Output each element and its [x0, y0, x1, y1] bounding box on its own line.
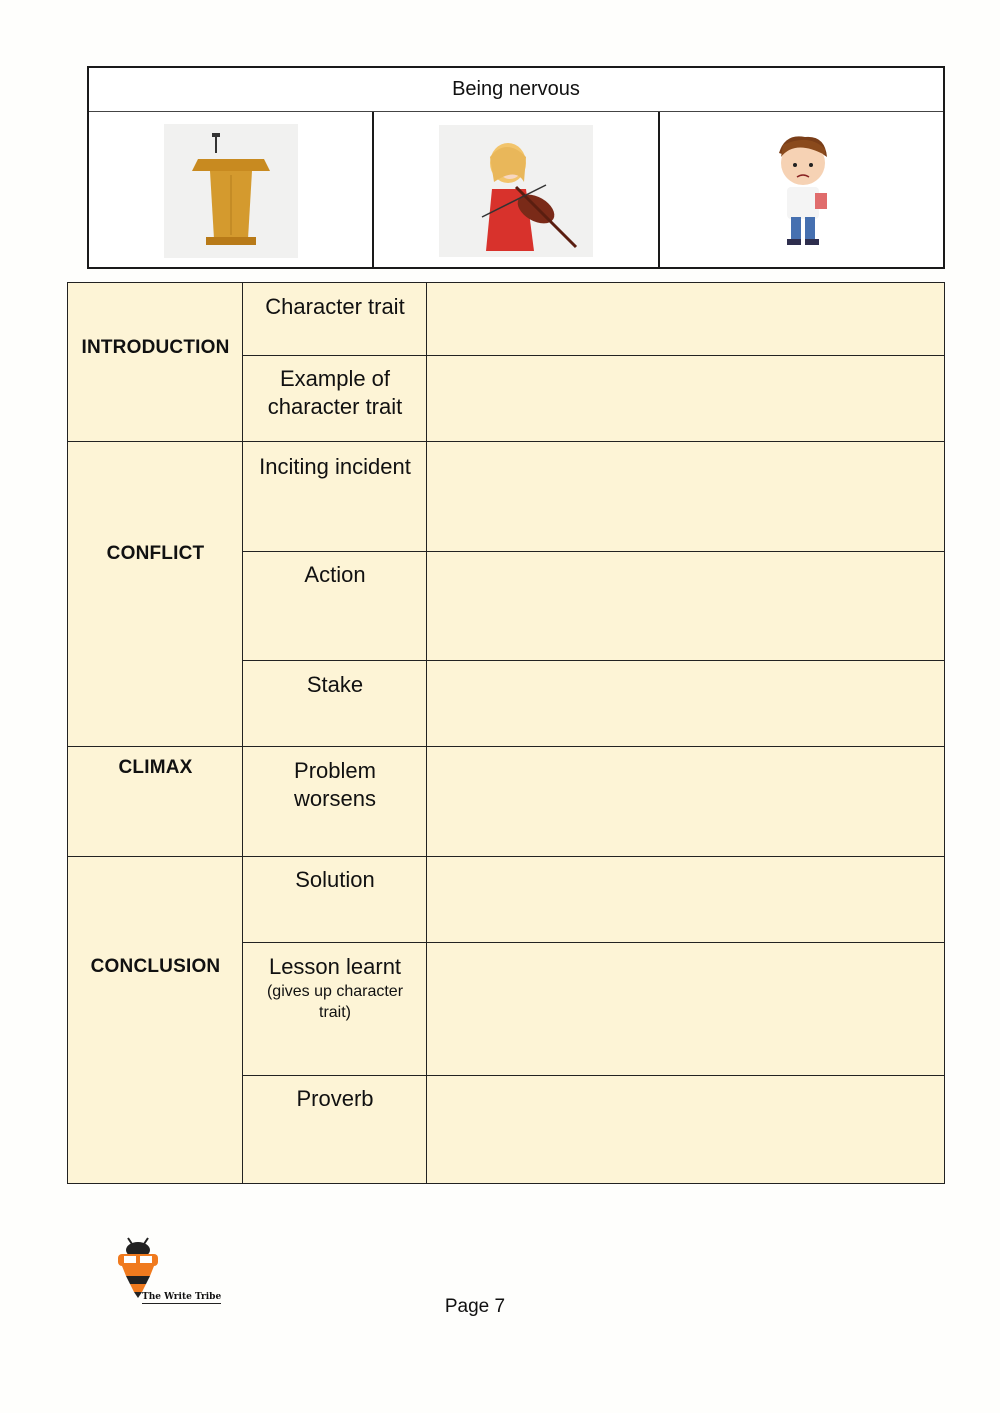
label-lesson-learnt-title: Lesson learnt [268, 954, 402, 979]
label-solution: Solution [295, 867, 375, 892]
answer-proverb[interactable] [427, 1076, 944, 1182]
answer-character-trait[interactable] [427, 283, 944, 355]
answer-solution[interactable] [427, 857, 944, 942]
picture-table [87, 66, 945, 269]
picture-cell-podium [89, 112, 372, 269]
answer-stake[interactable] [427, 661, 944, 746]
nervous-boy-icon [761, 129, 841, 253]
section-conclusion: CONCLUSION [90, 956, 221, 977]
section-introduction: INTRODUCTION [81, 337, 230, 358]
podium-icon [164, 124, 298, 258]
section-climax: CLIMAX [118, 757, 193, 778]
picture-cell-nervous-boy [658, 112, 943, 269]
section-conflict: CONFLICT [106, 543, 205, 564]
label-action: Action [304, 562, 366, 587]
label-stake: Stake [306, 672, 364, 697]
section-column [68, 283, 243, 1183]
picture-cell-violinist [372, 112, 657, 269]
page-number: Page 7 [444, 1296, 506, 1317]
answer-action[interactable] [427, 552, 944, 660]
answer-lesson-learnt[interactable] [427, 943, 944, 1075]
label-problem-worsens: Problem worsens [294, 758, 376, 811]
violin-player-icon [439, 125, 593, 257]
answer-inciting-incident[interactable] [427, 442, 944, 551]
label-inciting-incident: Inciting incident [259, 454, 411, 479]
label-example-trait: Example of character trait [267, 366, 403, 419]
picture-table-title: Being nervous [89, 68, 943, 112]
label-lesson-learnt [243, 953, 427, 1023]
story-structure-table [67, 282, 945, 1184]
label-proverb: Proverb [296, 1086, 374, 1111]
answer-example-trait[interactable] [427, 356, 944, 441]
label-lesson-note: (gives up character trait) [266, 983, 404, 1021]
logo-text: The Write Tribe [142, 1292, 222, 1302]
label-character-trait: Character trait [265, 294, 405, 319]
answer-problem-worsens[interactable] [427, 747, 944, 856]
